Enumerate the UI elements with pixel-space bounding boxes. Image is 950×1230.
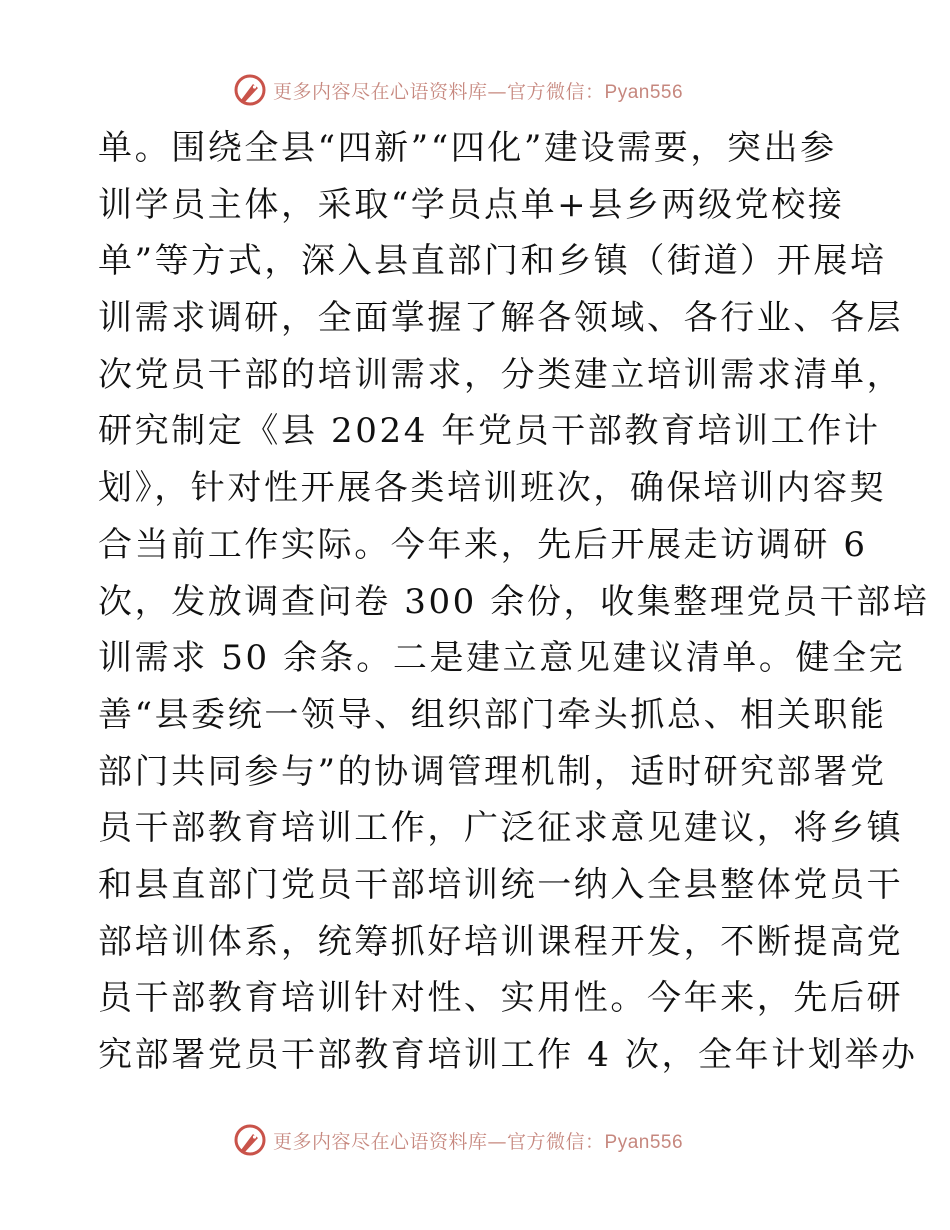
text-line: 善“县委统一领导、组织部门牵头抓总、相关职能: [98, 694, 887, 735]
pen-nib-circle-icon: [233, 73, 267, 107]
text-line: 次党员干部的培训需求，分类建立培训需求清单，: [98, 354, 904, 395]
body-text: [98, 120, 930, 1084]
text-line: 部门共同参与”的协调管理机制，适时研究部署党: [98, 751, 887, 792]
watermark-slogan: 更多内容尽在心语资料库: [273, 1130, 488, 1153]
text-line: 合当前工作实际。今年来，先后开展走访调研 6: [98, 524, 868, 565]
text-line: 划》，针对性开展各类培训班次，确保培训内容契: [98, 468, 887, 509]
header-watermark: [233, 72, 683, 108]
text-line: 训需求调研，全面掌握了解各领域、各行业、各层: [98, 298, 904, 339]
text-line: 究部署党员干部教育培训工作 4 次，全年计划举办: [98, 1035, 918, 1075]
text-line: 和县直部门党员干部培训统一纳入全县整体党员干: [98, 864, 904, 905]
text-line: 员干部教育培训针对性、实用性。今年来，先后研: [98, 978, 904, 1019]
watermark-slogan: 更多内容尽在心语资料库: [273, 80, 488, 103]
footer-watermark: [233, 1122, 683, 1158]
watermark-label: 官方微信：: [507, 80, 605, 103]
text-line: 部培训体系，统筹抓好培训课程开发，不断提高党: [98, 921, 904, 962]
text-line: 研究制定《县 2024 年党员干部教育培训工作计: [98, 411, 881, 452]
text-line: 训需求 50 余条。二是建立意见建议清单。健全完: [98, 638, 906, 679]
watermark-wechat-id: Pyan556: [604, 81, 684, 103]
pen-nib-circle-icon: [233, 1123, 267, 1157]
watermark-separator: —: [487, 80, 508, 103]
watermark-separator: —: [487, 1130, 508, 1153]
text-line: 单。围绕全县“四新”“四化”建设需要，突出参: [98, 128, 837, 168]
watermark-text: [273, 77, 683, 104]
text-line: 训学员主体，采取“学员点单+县乡两级党校接: [98, 184, 845, 225]
text-line: 次，发放调查问卷 300 余份，收集整理党员干部培: [98, 581, 930, 622]
watermark-wechat-id: Pyan556: [604, 1131, 684, 1153]
watermark-label: 官方微信：: [507, 1130, 605, 1153]
watermark-text: [273, 1127, 683, 1154]
text-line: 员干部教育培训工作，广泛征求意见建议，将乡镇: [98, 808, 904, 849]
text-line: 单”等方式，深入县直部门和乡镇（街道）开展培: [98, 241, 887, 282]
